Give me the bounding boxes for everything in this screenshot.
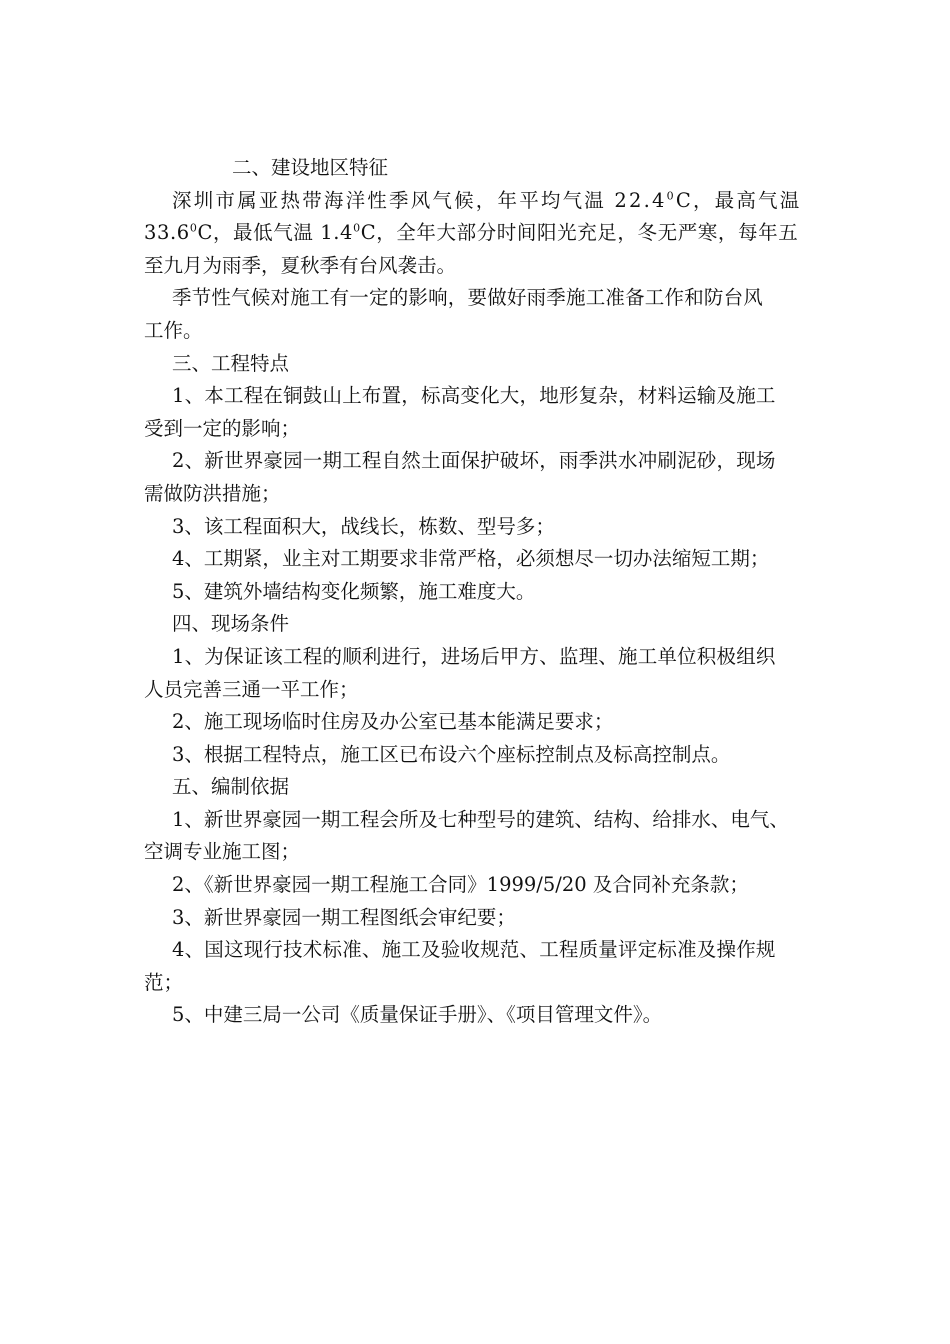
season-line-2: 工作。	[144, 318, 203, 342]
climate-text-1b: C，最高气温	[675, 188, 802, 212]
section-heading-3: 三、工程特点	[172, 351, 290, 375]
basis-4-line-1: 4、国这现行技术标准、施工及验收规范、工程质量评定标准及操作规	[172, 938, 776, 962]
basis-1-line-1: 1、新世界豪园一期工程会所及七种型号的建筑、结构、给排水、电气、	[172, 807, 789, 831]
section-heading-4: 四、现场条件	[172, 612, 290, 636]
site-3: 3、根据工程特点，施工区已布设六个座标控制点及标高控制点。	[172, 742, 731, 766]
basis-1-line-2: 空调专业施工图；	[144, 840, 301, 864]
basis-4-line-2: 范；	[144, 970, 184, 994]
climate-line-1	[144, 185, 816, 218]
degree-mark: 0	[353, 221, 361, 235]
basis-3: 3、新世界豪园一期工程图纸会审纪要；	[172, 905, 516, 929]
site-1-line-2: 人员完善三通一平工作；	[144, 677, 359, 701]
feature-3: 3、该工程面积大，战线长，栋数、型号多；	[172, 514, 555, 538]
climate-text-2c: C，全年大部分时间阳光充足，冬无严寒，每年五	[360, 221, 799, 245]
basis-5: 5、中建三局一公司《质量保证手册》、《项目管理文件》。	[172, 1003, 663, 1027]
degree-mark: 0	[189, 221, 198, 235]
site-1-line-1: 1、为保证该工程的顺利进行，进场后甲方、监理、施工单位积极组织	[172, 644, 776, 668]
feature-1-line-2: 受到一定的影响；	[144, 416, 301, 440]
climate-line-3: 至九月为雨季，夏秋季有台风袭击。	[144, 253, 457, 277]
document-body	[144, 152, 816, 1032]
feature-5: 5、建筑外墙结构变化频繁，施工难度大。	[172, 579, 536, 603]
section-heading-2: 二、建设地区特征	[232, 156, 389, 179]
season-line-1: 季节性气候对施工有一定的影响，要做好雨季施工准备工作和防台风	[172, 286, 764, 310]
basis-2: 2、《新世界豪园一期工程施工合同》1999/5/20 及合同补充条款；	[172, 873, 749, 897]
degree-mark: 0	[666, 189, 676, 203]
section-heading-5: 五、编制依据	[172, 775, 290, 799]
feature-2-line-2: 需做防洪措施；	[144, 481, 281, 505]
climate-text-2a: 33.6	[144, 221, 190, 245]
climate-text-2b: C，最低气温 1.4	[197, 221, 354, 245]
feature-4: 4、工期紧，业主对工期要求非常严格，必须想尽一切办法缩短工期；	[172, 547, 770, 571]
climate-line-2	[144, 217, 816, 250]
climate-text-1: 深圳市属亚热带海洋性季风气候，年平均气温 22.4	[172, 188, 667, 212]
site-2: 2、施工现场临时住房及办公室已基本能满足要求；	[172, 710, 614, 734]
feature-2-line-1: 2、新世界豪园一期工程自然土面保护破坏，雨季洪水冲刷泥砂，现场	[172, 449, 776, 473]
feature-1-line-1: 1、本工程在铜鼓山上布置，标高变化大，地形复杂，材料运输及施工	[172, 384, 776, 408]
